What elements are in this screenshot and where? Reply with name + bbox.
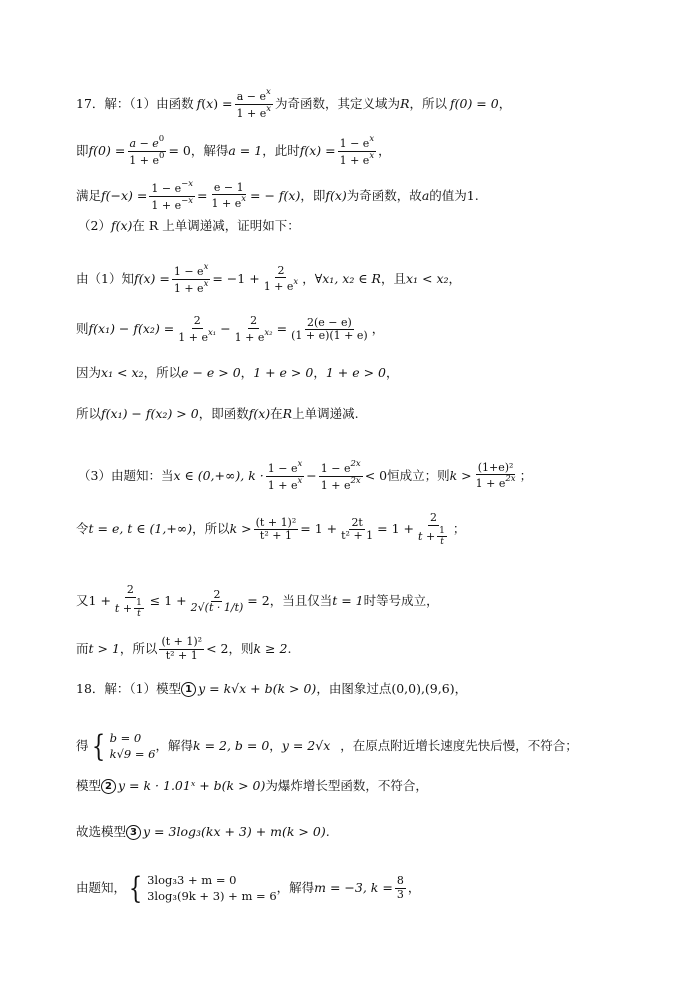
fraction: $\frac{1 - e^x}{1 + e^x}$	[339, 134, 375, 167]
circled-number-2: 2	[101, 779, 116, 794]
fraction: $\frac{2t}{\text{t² + 1}}$	[341, 515, 374, 543]
fraction: $\frac{1 - e^{2x}}{1 + e^{2x}}$	[320, 459, 361, 492]
q17-line-8: 所以 f(x₁) − f(x₂) > 0 ，即函数 f(x) 在 R 上单调递减.	[76, 406, 359, 421]
q17-line-11: 又 1 + 2 t + $\frac{1}{t}$ ≤ 1 + $\frac{2}{2√(t \cdot 1/t)}$ = 2 ，当且仅当 t = 1 时等号成立，	[76, 583, 439, 619]
equation-system: { 3log₃3 + m = 0 3log₃(9k + 3) + m = 6	[128, 870, 277, 906]
fraction: $\frac{a - e^0}{1 + e^0}$	[129, 134, 165, 167]
fraction: $\frac{1 - e^{-x}}{1 + e^{-x}}$	[151, 179, 194, 212]
fraction: $\frac{2}{1 + e^{x_1}}$	[178, 314, 217, 344]
fraction: $\frac{1 - e^x}{1 + e^x}$	[173, 262, 209, 295]
q18-line-2: 得 { b = 0 k√9 = 6 ，解得 k = 2, b = 0 ， y = 2√x ，在原点附近增长速度先快后慢，不符合；	[76, 728, 578, 764]
q17-line-12: 而 t > 1 ，所以 (t + 1)² t² + 1 < 2 ，则 k ≥ 2 .	[76, 635, 292, 662]
q18-line-5: 由题知， { 3log₃3 + m = 0 3log₃(9k + 3) + m = 6 ，解得 m = −3, k = $\frac{8}{3}$ ，	[76, 870, 421, 906]
fraction: 2 t + $\frac{1}{t}$	[114, 583, 142, 619]
fraction: $\frac{a - e^x}{1 + e^x}$	[236, 87, 272, 120]
fraction: $\frac{\text{(t + 1)²}}{\text{t² + 1}}$	[255, 515, 297, 543]
fraction: 2 t + $\frac{1}{t}$	[418, 511, 445, 547]
q17-line-6: 则 f(x₁) − f(x₂) = $\frac{2}{1 + e^{x_1}}$ − $\frac{2}{1 + e^{x_2}}$ = $\frac{2(e - e)}{(1 + e)(1 + e)}$ ，	[76, 314, 385, 344]
fraction: $\frac{8}{3}$	[396, 874, 404, 902]
q18-line-4: 故选模型 3 y = 3log₃(kx + 3) + m(k > 0).	[76, 824, 330, 840]
fraction: $\frac{2(e - e)}{(1 + e)(1 + e)}$	[291, 315, 368, 343]
fraction: $\frac{e - 1}{1 + e^x}$	[211, 180, 247, 211]
q17-line-9: （3）由题知：当 x ∈ (0,+∞), k · $1 - e^x$ $1 + e^x$ − $\frac{1 - e^{2x}}{1 + e^{2x}}$ < 0 恒成立；则 k > (1+e)² $1 + e^{2x}$ ；	[78, 459, 533, 492]
fraction: $\frac{2}{2√(t \cdot 1/t)}$	[190, 587, 244, 615]
q17-line-7: 因为 x₁ < x₂ ，所以 e − e > 0 ， 1 + e > 0 ， 1 + e > 0 ，	[76, 365, 399, 380]
fraction: (t + 1)² t² + 1	[161, 635, 203, 662]
fraction: $\frac{2}{1 + e^x}$	[263, 263, 299, 294]
equation-system: { b = 0 k√9 = 6	[91, 728, 156, 764]
fraction: (1+e)² $1 + e^{2x}$	[475, 460, 516, 491]
q17-part-2: （2） f(x) 在 R 上单调递减，证明如下：	[78, 218, 300, 233]
q18-line-1: 18．解：（1）模型 1 y = k√x + b(k > 0) ，由图象过点 (0,0),(9,6) ，	[76, 681, 468, 697]
q18-line-3: 模型 2 y = k · 1.01ˣ + b(k > 0) 为爆炸增长型函数，不符合，	[76, 778, 428, 794]
q17-line-1: 17．解：（1）由函数 f ( x ) = $\frac{a - e^x}{1 + e^x}$ 为奇函数，其定义域为 R ，所以 f(0) = 0 ，	[76, 87, 512, 120]
fraction: $\frac{2}{1 + e^{x_2}}$	[234, 314, 273, 344]
circled-number-3: 3	[126, 825, 141, 840]
fraction: $1 - e^x$ $1 + e^x$	[267, 459, 303, 492]
q17-line-10: 令 t = e, t ∈ (1,+∞) ，所以 k > $\frac{\text{(t + 1)²}}{\text{t² + 1}}$ = 1 + $\frac{2t}{\text{t² + 1}}$ = 1 + 2 t + $\frac{1}{t}$ ；	[76, 511, 466, 547]
circled-number-1: 1	[181, 682, 196, 697]
q17-line-5: 由（1）知 f(x) = $\frac{1 - e^x}{1 + e^x}$ = −1 + $\frac{2}{1 + e^x}$ ， ∀x₁, x₂ ∈ R ，且 x₁ < x₂ ，	[76, 262, 462, 295]
q17-line-3: 满足 f(−x) = $\frac{1 - e^{-x}}{1 + e^{-x}}$ = $\frac{e - 1}{1 + e^x}$ = − f(x) ，即 f(x) 为奇函数，故 a 的值为1.	[76, 179, 479, 212]
q17-line-2: 即 f(0) = $\frac{a - e^0}{1 + e^0}$ = 0 ，解得 a = 1 ，此时 f(x) = $\frac{1 - e^x}{1 + e^x}$ ，	[76, 134, 391, 167]
